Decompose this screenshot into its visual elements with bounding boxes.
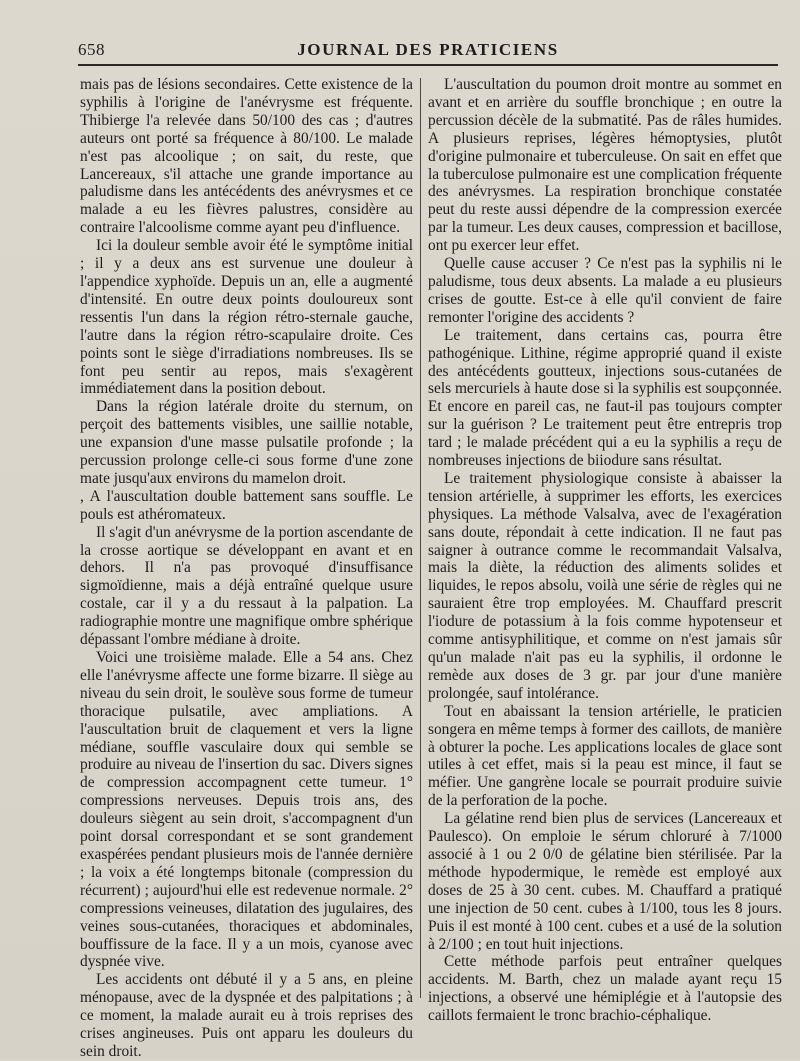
paragraph: Le traitement, dans certains cas, pourra être pathogénique. Lithine, régime approprié quand il existe des antécédents goutteux, injections sous-cutanées de sels mercuriels à haute dose si la syphilis est soupçonnée. Et encore en pareil cas, ne faut-il pas toujours compter sur la guérison ? Le traitement peut être entrepris trop tard ; le malade précédent qui a eu la syphilis a reçu de nombreuses injections de biiodure sans résultat. bbox=[428, 326, 782, 470]
paragraph: Le traitement physiologique consiste à abaisser la tension artérielle, à supprimer les efforts, les exercices physiques. La méthode Valsalva, avec de l'exagération sans doute, répondait à cette indication. Il ne faut pas saigner à outrance comme le recommandait Valsalva, mais la diète, la réduction des aliments solides et liquides, le repos absolu, voilà une série de règles qui ne sauraient être trop employées. M. Chauffard prescrit l'iodure de potassium à la fois comme hypotenseur et comme antisyphilitique, et comme on n'est jamais sûr qu'un malade n'ait pas eu la syphilis, il ordonne le remède aux doses de 3 gr. par jour d'une manière prolongée, sauf intolérance. bbox=[428, 469, 782, 702]
paragraph: mais pas de lésions secondaires. Cette existence de la syphilis à l'origine de l'anévrysme est fréquente. Thibierge l'a relevée dans 50/100 des cas ; d'autres auteurs ont porté sa fréquence à 80/100. Le malade n'est pas alcoolique ; on sait, du reste, que Lancereaux, s'il attache une grande importance au paludisme dans les antécédents des anévrysmes et ce malade a eu les fièvres palustres, considère au contraire l'alcoolisme comme ayant peu d'influence. bbox=[80, 76, 413, 237]
paragraph: Dans la région latérale droite du sternum, on perçoit des battements visibles, une saillie notable, une expansion d'une masse pulsatile profonde ; la percussion prolonge celle-ci sous forme d'une zone mate jusqu'aux environs du mamelon droit. bbox=[80, 398, 413, 487]
page-number: 658 bbox=[78, 40, 105, 59]
paragraph: La gélatine rend bien plus de services (Lancereaux et Paulesco). On emploie le sérum chloruré à 7/1000 associé à 1 ou 2 0/0 de gélatine bien stérilisée. Par la méthode hypodermique, le remède est employé aux doses de 25 à 30 cent. cubes. M. Chauffard a pratiqué une injection de 50 cent. cubes à 1/100, tous les 8 jours. Puis il est monté à 100 cent. cubes et a usé de la solution à 2/100 ; en tout huit injections. bbox=[428, 810, 782, 953]
paragraph: , A l'auscultation double battement sans souffle. Le pouls est athéromateux. bbox=[80, 487, 413, 523]
paragraph: L'auscultation du poumon droit montre au sommet en avant et en arrière du souffle bronchique ; en outre la percussion décèle de la submatité. Pas de râles humides. A plusieurs reprises, légères hémoptysies, plutôt d'origine pulmonaire et tuberculeuse. On sait en effet que la tuberculose pulmonaire est une complication fréquente des anévrysmes. La respiration bronchique constatée peut du reste aussi dépendre de la compression exercée par la tumeur. Les deux causes, compression et bacillose, ont pu exercer leur effet. bbox=[428, 76, 782, 255]
left-column bbox=[80, 76, 413, 1060]
paragraph: Ici la douleur semble avoir été le symptôme initial ; il y a deux ans est survenue une douleur à l'appendice xyphoïde. Depuis un an, elle a augmenté d'intensité. En outre deux points douloureux sont ressentis l'un dans la région rétro-sternale gauche, l'autre dans la région rétro-scapulaire droite. Ces points sont le siège d'irradiations nombreuses. Ils se font peu sentir au repos, mais s'exagèrent immédiatement dans la position debout. bbox=[80, 237, 413, 398]
column-divider bbox=[420, 78, 421, 998]
page-header bbox=[78, 36, 778, 66]
paragraph: Cette méthode parfois peut entraîner quelques accidents. M. Barth, chez un malade ayant reçu 15 injections, a observé une hémiplégie et à l'autopsie des caillots fermaient le tronc brachio-céphalique. bbox=[428, 953, 782, 1025]
journal-title: JOURNAL DES PRATICIENS bbox=[297, 40, 559, 59]
right-column bbox=[428, 76, 782, 1025]
paragraph: Voici une troisième malade. Elle a 54 ans. Chez elle l'anévrysme affecte une forme bizarre. Il siège au niveau du sein droit, le soulève sous forme de tumeur thoracique pulsatile, avec ampliations. A l'auscultation bruit de claquement et vers la ligne médiane, souffle vasculaire doux qui semble se produire au niveau de l'insertion du sac. Divers signes de compression accompagnent cette tumeur. 1° compressions nerveuses. Depuis trois ans, des douleurs siègent au sein droit, s'accompagnent d'un point dorsal correspondant et se sont grandement exaspérées pendant plusieurs mois de l'année dernière ; la voix a été longtemps bitonale (compression du récurrent) ; aujourd'hui elle est redevenue normale. 2° compressions veineuses, dilatation des jugulaires, des veines sous-cutanées, thoraciques et abdominales, bouffissure de la face. Il y a un mois, cyanose avec dyspnée vive. bbox=[80, 649, 413, 971]
paragraph: Les accidents ont débuté il y a 5 ans, en pleine ménopause, avec de la dyspnée et des palpitations ; à ce moment, la malade aurait eu à trois reprises des crises angineuses. Puis ont apparu les douleurs du sein droit. bbox=[80, 971, 413, 1060]
paragraph: Quelle cause accuser ? Ce n'est pas la syphilis ni le paludisme, tous deux absents. La malade a eu plusieurs crises de goutte. Est-ce à elle qu'il convient de faire remonter l'origine des accidents ? bbox=[428, 255, 782, 326]
paragraph: Tout en abaissant la tension artérielle, le praticien songera en même temps à former des caillots, de manière à obturer la poche. Les applications locales de glace sont utiles à cet effet, mais si la peau est mince, il faut se méfier. Une gangrène locale se pourrait produire suivie de la perforation de la poche. bbox=[428, 702, 782, 810]
paragraph: Il s'agit d'un anévrysme de la portion ascendante de la crosse aortique se développant en avant et en dehors. Il n'a pas provoqué d'insuffisance sigmoïdienne, mais a déjà entraîné quelque usure costale, car il y a du ressaut à la palpation. La radiographie montre une magnifique ombre sphérique dépassant l'ombre médiane à droite. bbox=[80, 523, 413, 649]
header-rule bbox=[78, 64, 778, 66]
